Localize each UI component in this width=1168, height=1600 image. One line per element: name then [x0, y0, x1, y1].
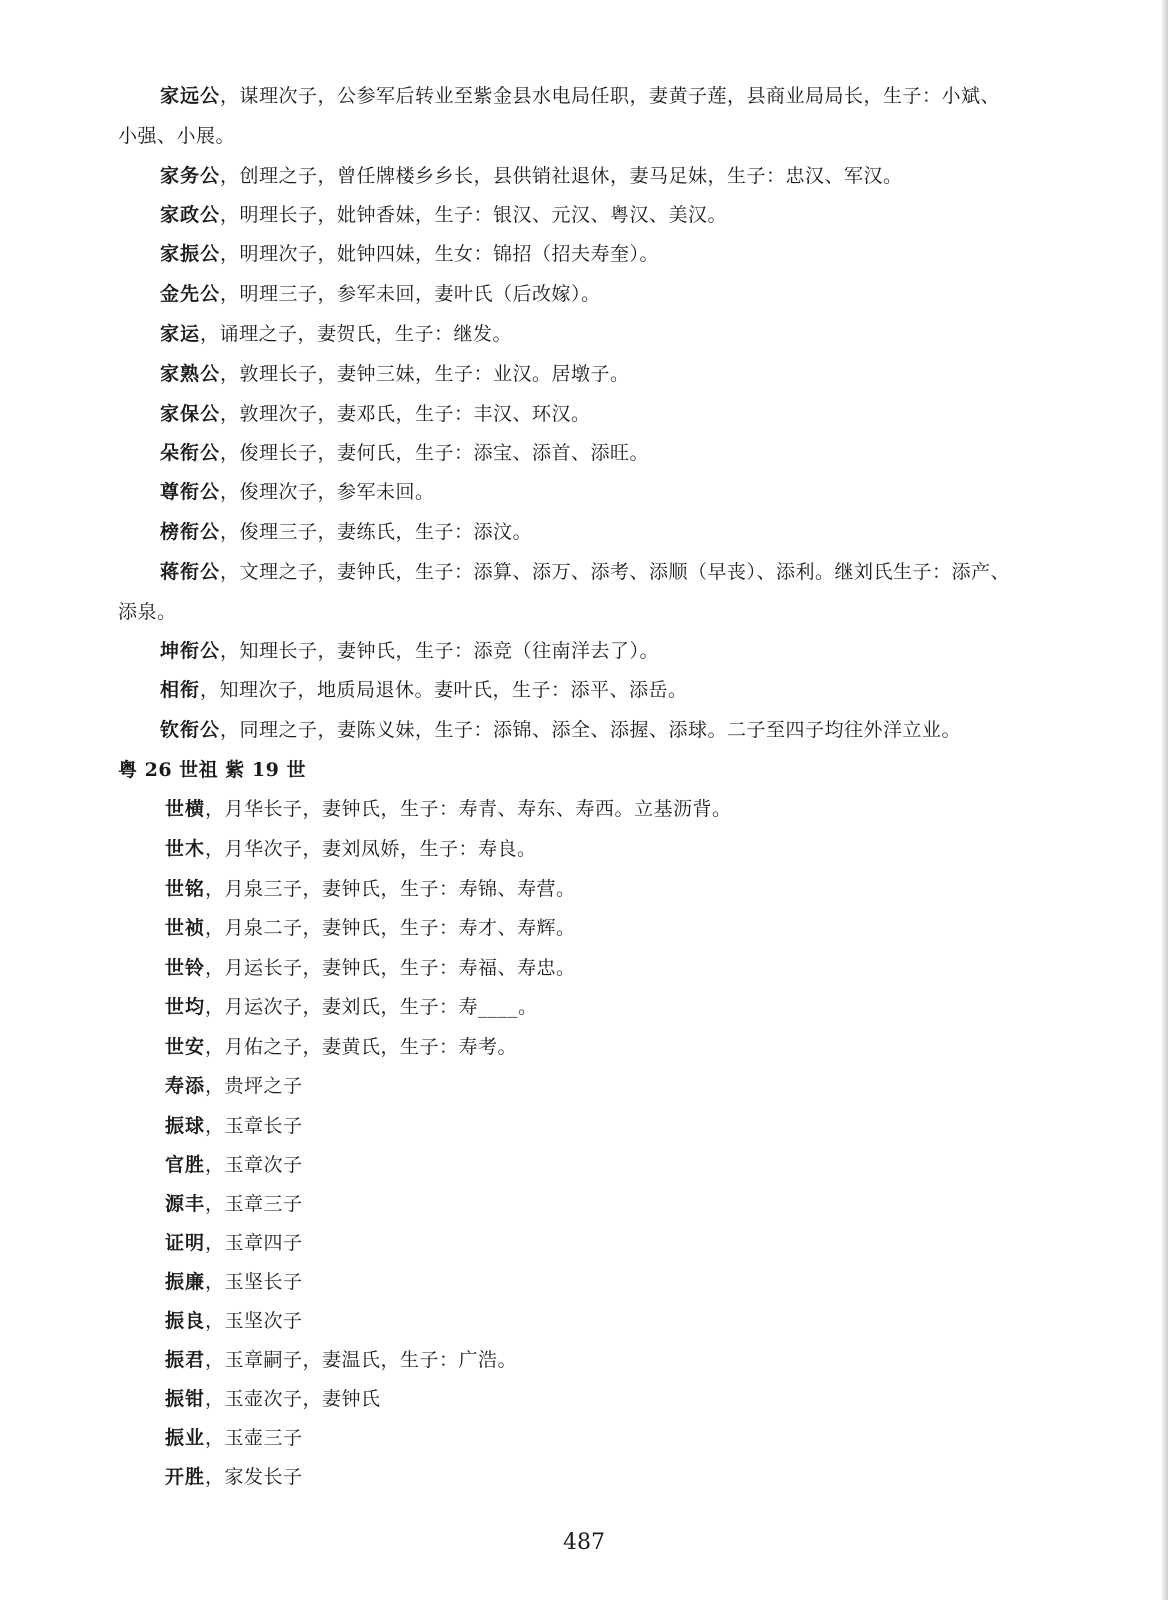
entry-name: 家熟公	[160, 363, 221, 385]
entry-line	[160, 441, 649, 465]
entry-text: ，俊理次子，参军未回。	[220, 481, 435, 503]
entry-name: 振廉	[165, 1271, 206, 1293]
entry-name: 榜衔公	[160, 521, 221, 543]
entry-line	[165, 916, 576, 940]
entry-name: 开胜	[165, 1466, 206, 1488]
entry-text: ，敦理次子，妻邓氏，生子：丰汉、环汉。	[220, 403, 591, 425]
entry-text: ，玉章次子	[205, 1154, 303, 1176]
entry-name: 世铃	[165, 957, 206, 979]
entry-line	[160, 678, 688, 702]
entry-text: ，玉章嗣子，妻温氏，生子：广浩。	[205, 1349, 518, 1371]
entry-line	[165, 1309, 303, 1333]
entry-text: ，明理次子，妣钟四妹，生女：锦招（招夫寿奎）。	[220, 243, 660, 265]
entry-name: 相衔	[160, 679, 201, 701]
page-number: 487	[563, 1530, 605, 1555]
entry-text: ，玉章长子	[205, 1115, 303, 1137]
entry-text: ，家发长子	[205, 1466, 303, 1488]
entry-name: 家政公	[160, 204, 221, 226]
entry-line	[160, 242, 659, 266]
entry-line	[160, 84, 1000, 108]
entry-name: 振球	[165, 1115, 206, 1137]
entry-continuation: 小强、小展。	[118, 125, 236, 147]
entry-name: 坤衔公	[160, 640, 221, 662]
entry-text: ，贵坪之子	[205, 1075, 303, 1097]
entry-name: 世均	[165, 996, 206, 1018]
entry-line	[165, 1074, 303, 1098]
entry-name: 振良	[165, 1310, 206, 1332]
entry-text: ，俊理长子，妻何氏，生子：添宝、添首、添旺。	[220, 442, 650, 464]
entry-line	[160, 718, 961, 742]
entry-line	[165, 1270, 303, 1294]
section-heading: 粤 26 世祖 紫 19 世	[118, 759, 306, 781]
entry-line	[165, 877, 576, 901]
entry-line	[165, 1426, 303, 1450]
entry-line	[165, 1465, 303, 1489]
entry-line	[160, 362, 630, 386]
entry-line	[165, 1192, 303, 1216]
entry-text: ，玉章三子	[205, 1193, 303, 1215]
entry-name: 世铭	[165, 878, 206, 900]
entry-continuation: 添泉。	[118, 601, 177, 623]
entry-text: ，月佑之子，妻黄氏，生子：寿考。	[205, 1036, 518, 1058]
entry-text: ，俊理三子，妻练氏，生子：添汶。	[220, 521, 533, 543]
entry-name: 世横	[165, 798, 206, 820]
entry-text: ，月运次子，妻刘氏，生子：寿____。	[205, 996, 538, 1018]
entry-line	[165, 1231, 303, 1255]
entry-text: ，谋理次子，公参军后转业至紫金县水电局任职，妻黄子莲，县商业局局长，生子：小斌、	[220, 85, 1001, 107]
entry-line	[165, 1348, 517, 1372]
entry-name: 钦衔公	[160, 719, 221, 741]
entry-name: 蒋衔公	[160, 561, 221, 583]
entry-text: ，月运长子，妻钟氏，生子：寿福、寿忠。	[205, 957, 576, 979]
entry-line	[160, 639, 659, 663]
entry-name: 家远公	[160, 85, 221, 107]
entry-line	[165, 837, 537, 861]
entry-name: 振钳	[165, 1388, 206, 1410]
entry-text: ，诵理之子，妻贺氏，生子：继发。	[200, 323, 513, 345]
entry-name: 源丰	[165, 1193, 206, 1215]
entry-name: 振君	[165, 1349, 206, 1371]
entry-text: ，知理次子，地质局退休。妻叶氏，生子：添平、添岳。	[200, 679, 688, 701]
entry-text: ，明理三子，参军未回，妻叶氏（后改嫁）。	[220, 283, 601, 305]
entry-name: 世木	[165, 838, 206, 860]
entry-name: 证明	[165, 1232, 206, 1254]
entry-line	[160, 322, 512, 346]
entry-text: ，敦理长子，妻钟三妹，生子：业汉。居墩子。	[220, 363, 630, 385]
entry-line	[165, 1153, 303, 1177]
entry-line	[160, 520, 532, 544]
entry-line	[160, 560, 1010, 584]
entry-name: 世祯	[165, 917, 206, 939]
entry-name: 振业	[165, 1427, 206, 1449]
entry-text: ，创理之子，曾任牌楼乡乡长，县供销社退休，妻马足妹，生子：忠汉、军汉。	[220, 165, 903, 187]
entry-line	[165, 1114, 303, 1138]
entry-text: ，月泉三子，妻钟氏，生子：寿锦、寿营。	[205, 878, 576, 900]
entry-name: 家保公	[160, 403, 221, 425]
entry-line	[165, 1035, 517, 1059]
entry-text: ，玉章四子	[205, 1232, 303, 1254]
entry-line	[165, 797, 732, 821]
entry-text: ，月泉二子，妻钟氏，生子：寿才、寿辉。	[205, 917, 576, 939]
entry-name: 朵衔公	[160, 442, 221, 464]
entry-text: ，玉坚长子	[205, 1271, 303, 1293]
entry-text: ，明理长子，妣钟香妹，生子：银汉、元汉、粤汉、美汉。	[220, 204, 728, 226]
entry-text: ，月华次子，妻刘凤娇，生子：寿良。	[205, 838, 537, 860]
entry-line	[165, 1387, 381, 1411]
entry-name: 尊衔公	[160, 481, 221, 503]
page-edge	[1162, 0, 1168, 1600]
entry-name: 金先公	[160, 283, 221, 305]
entry-name: 官胜	[165, 1154, 206, 1176]
entry-text: ，月华长子，妻钟氏，生子：寿青、寿东、寿西。立基沥背。	[205, 798, 732, 820]
entry-text: ，知理长子，妻钟氏，生子：添竞（往南洋去了）。	[220, 640, 660, 662]
entry-text: ，同理之子，妻陈义妹，生子：添锦、添全、添握、添球。二子至四子均往外洋立业。	[220, 719, 962, 741]
entry-name: 家振公	[160, 243, 221, 265]
entry-line	[160, 164, 903, 188]
entry-line	[165, 995, 538, 1019]
entry-name: 家务公	[160, 165, 221, 187]
entry-text: ，玉壶次子，妻钟氏	[205, 1388, 381, 1410]
entry-text: ，文理之子，妻钟氏，生子：添算、添万、添考、添顺（早丧）、添利。继刘氏生子：添产、	[220, 561, 1011, 583]
entry-line	[160, 282, 601, 306]
entry-text: ，玉壶三子	[205, 1427, 303, 1449]
entry-line	[160, 402, 591, 426]
entry-text: ，玉坚次子	[205, 1310, 303, 1332]
entry-line	[160, 203, 727, 227]
entry-name: 家运	[160, 323, 201, 345]
entry-line	[165, 956, 576, 980]
entry-name: 世安	[165, 1036, 206, 1058]
entry-name: 寿添	[165, 1075, 206, 1097]
entry-line	[160, 480, 435, 504]
